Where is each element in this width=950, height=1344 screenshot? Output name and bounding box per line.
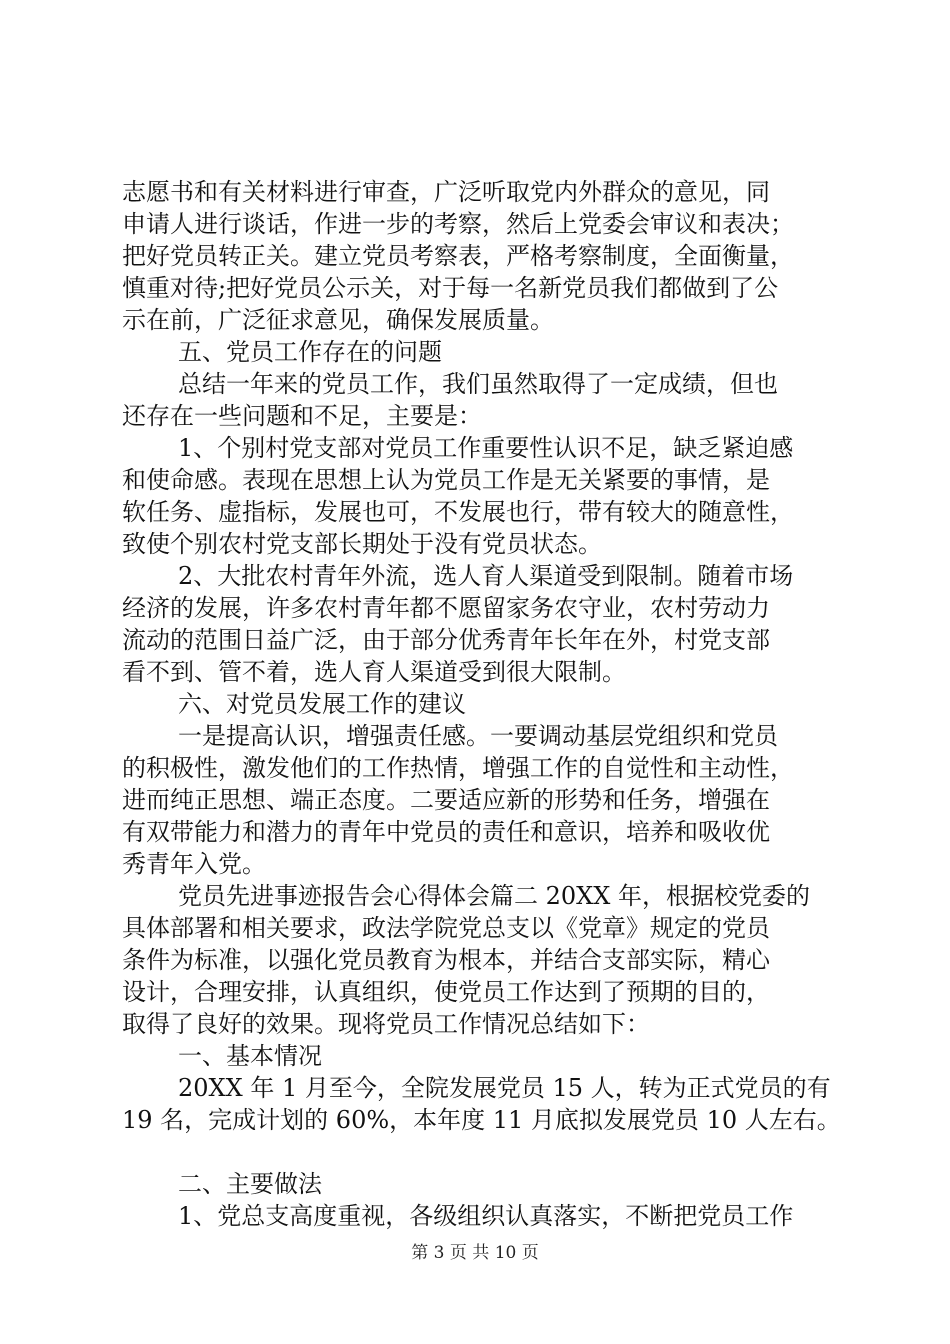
text-line: 取得了良好的效果。现将党员工作情况总结如下： (122, 1010, 650, 1038)
text-line: 秀青年入党。 (122, 850, 266, 878)
text-line: 1、党总支高度重视，各级组织认真落实，不断把党员工作 (178, 1202, 794, 1230)
text-line: 看不到、管不着，选人育人渠道受到很大限制。 (122, 658, 626, 686)
document-body (122, 176, 842, 1232)
section-heading-methods: 二、主要做法 (178, 1170, 322, 1198)
text-line: 示在前，广泛征求意见，确保发展质量。 (122, 306, 554, 334)
text-line: 总结一年来的党员工作，我们虽然取得了一定成绩，但也 (178, 370, 778, 398)
text-line: 2、大批农村青年外流，选人育人渠道受到限制。随着市场 (178, 562, 794, 590)
text-line: 19 名，完成计划的 60%，本年度 11 月底拟发展党员 10 人左右。 (122, 1106, 841, 1134)
text-line: 的积极性，激发他们的工作热情，增强工作的自觉性和主动性， (122, 754, 794, 782)
text-line: 1、个别村党支部对党员工作重要性认识不足，缺乏紧迫感 (178, 434, 794, 462)
text-line: 还存在一些问题和不足，主要是： (122, 402, 482, 430)
text-line: 20XX 年 1 月至今，全院发展党员 15 人，转为正式党员的有 (178, 1074, 831, 1102)
text-line: 党员先进事迹报告会心得体会篇二 20XX 年，根据校党委的 (178, 882, 810, 910)
text-line: 进而纯正思想、端正态度。二要适应新的形势和任务，增强在 (122, 786, 770, 814)
section-heading-basic: 一、基本情况 (178, 1042, 322, 1070)
page-footer: 第 3 页 共 10 页 (411, 1243, 539, 1263)
text-line: 一是提高认识，增强责任感。一要调动基层党组织和党员 (178, 722, 778, 750)
section-heading-problems: 五、党员工作存在的问题 (178, 338, 442, 366)
text-line: 条件为标准，以强化党员教育为根本，并结合支部实际，精心 (122, 946, 770, 974)
text-line: 具体部署和相关要求，政法学院党总支以《党章》规定的党员 (122, 914, 770, 942)
text-line: 软任务、虚指标，发展也可，不发展也行，带有较大的随意性， (122, 498, 794, 526)
text-line: 设计，合理安排，认真组织，使党员工作达到了预期的目的， (122, 978, 770, 1006)
text-line: 流动的范围日益广泛，由于部分优秀青年长年在外，村党支部 (122, 626, 770, 654)
text-line: 和使命感。表现在思想上认为党员工作是无关紧要的事情，是 (122, 466, 770, 494)
text-line: 有双带能力和潜力的青年中党员的责任和意识，培养和吸收优 (122, 818, 770, 846)
text-line: 致使个别农村党支部长期处于没有党员状态。 (122, 530, 602, 558)
text-line: 志愿书和有关材料进行审查，广泛听取党内外群众的意见，同 (122, 178, 770, 206)
text-line: 申请人进行谈话，作进一步的考察，然后上党委会审议和表决； (122, 210, 794, 238)
text-line: 慎重对待;把好党员公示关，对于每一名新党员我们都做到了公 (122, 274, 779, 302)
text-line: 经济的发展，许多农村青年都不愿留家务农守业，农村劳动力 (122, 594, 770, 622)
section-heading-suggestions: 六、对党员发展工作的建议 (178, 690, 466, 718)
text-line: 把好党员转正关。建立党员考察表，严格考察制度，全面衡量， (122, 242, 794, 270)
